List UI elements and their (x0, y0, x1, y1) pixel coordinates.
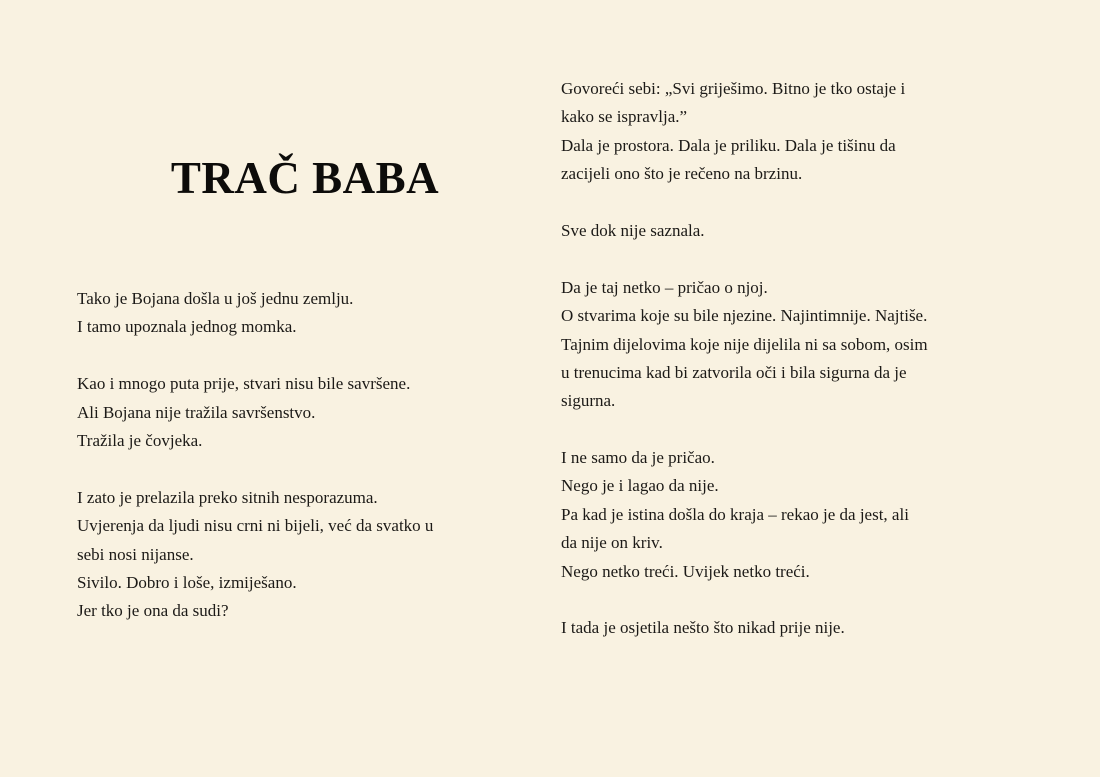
text-line: I tamo upoznala jednog momka. (77, 317, 297, 337)
text-line: zacijeli ono što je rečeno na brzinu. (561, 164, 803, 184)
text-line: O stvarima koje su bile njezine. Najintimnije. Najtiše. (561, 306, 928, 326)
text-line: I ne samo da je pričao. (561, 448, 715, 468)
text-line: Sivilo. Dobro i loše, izmiješano. (77, 572, 297, 592)
text-line: Dala je prostora. Dala je priliku. Dala je tišinu da (561, 135, 896, 155)
text-line: sebi nosi nijanse. (77, 544, 194, 564)
blank-line (77, 342, 433, 370)
text-line: Nego je i lagao da nije. (561, 476, 719, 496)
text-line: Sve dok nije saznala. (561, 220, 705, 240)
right-column-text (561, 75, 928, 643)
blank-line (561, 416, 928, 444)
blank-line (77, 455, 433, 483)
text-line: sigurna. (561, 391, 616, 411)
text-line: Tajnim dijelovima koje nije dijelila ni sa sobom, osim (561, 334, 928, 354)
page-title: TRAČ BABA (170, 153, 440, 203)
text-line: Tražila je čovjeka. (77, 430, 203, 450)
text-line: da nije on kriv. (561, 533, 663, 553)
text-line: Jer tko je ona da sudi? (77, 601, 229, 621)
text-line: Da je taj netko – pričao o njoj. (561, 277, 768, 297)
text-line: Pa kad je istina došla do kraja – rekao je da jest, ali (561, 504, 909, 524)
text-line: Nego netko treći. Uvijek netko treći. (561, 561, 810, 581)
left-column-text (77, 285, 433, 626)
text-line: Tako je Bojana došla u još jednu zemlju. (77, 289, 354, 308)
blank-line (561, 245, 928, 273)
text-line: kako se ispravlja.” (561, 107, 688, 127)
text-line: Ali Bojana nije tražila savršenstvo. (77, 402, 316, 422)
text-line: Uvjerenja da ljudi nisu crni ni bijeli, već da svatko u (77, 516, 434, 536)
blank-line (561, 586, 928, 614)
text-line: I tada je osjetila nešto što nikad prije nije. (561, 618, 845, 638)
text-line: u trenucima kad bi zatvorila oči i bila sigurna da je (561, 362, 907, 382)
text-line: I zato je prelazila preko sitnih nesporazuma. (77, 487, 378, 507)
text-line: Govoreći sebi: „Svi griješimo. Bitno je tko ostaje i (561, 79, 906, 98)
text-line: Kao i mnogo puta prije, stvari nisu bile savršene. (77, 374, 411, 394)
blank-line (561, 189, 928, 217)
